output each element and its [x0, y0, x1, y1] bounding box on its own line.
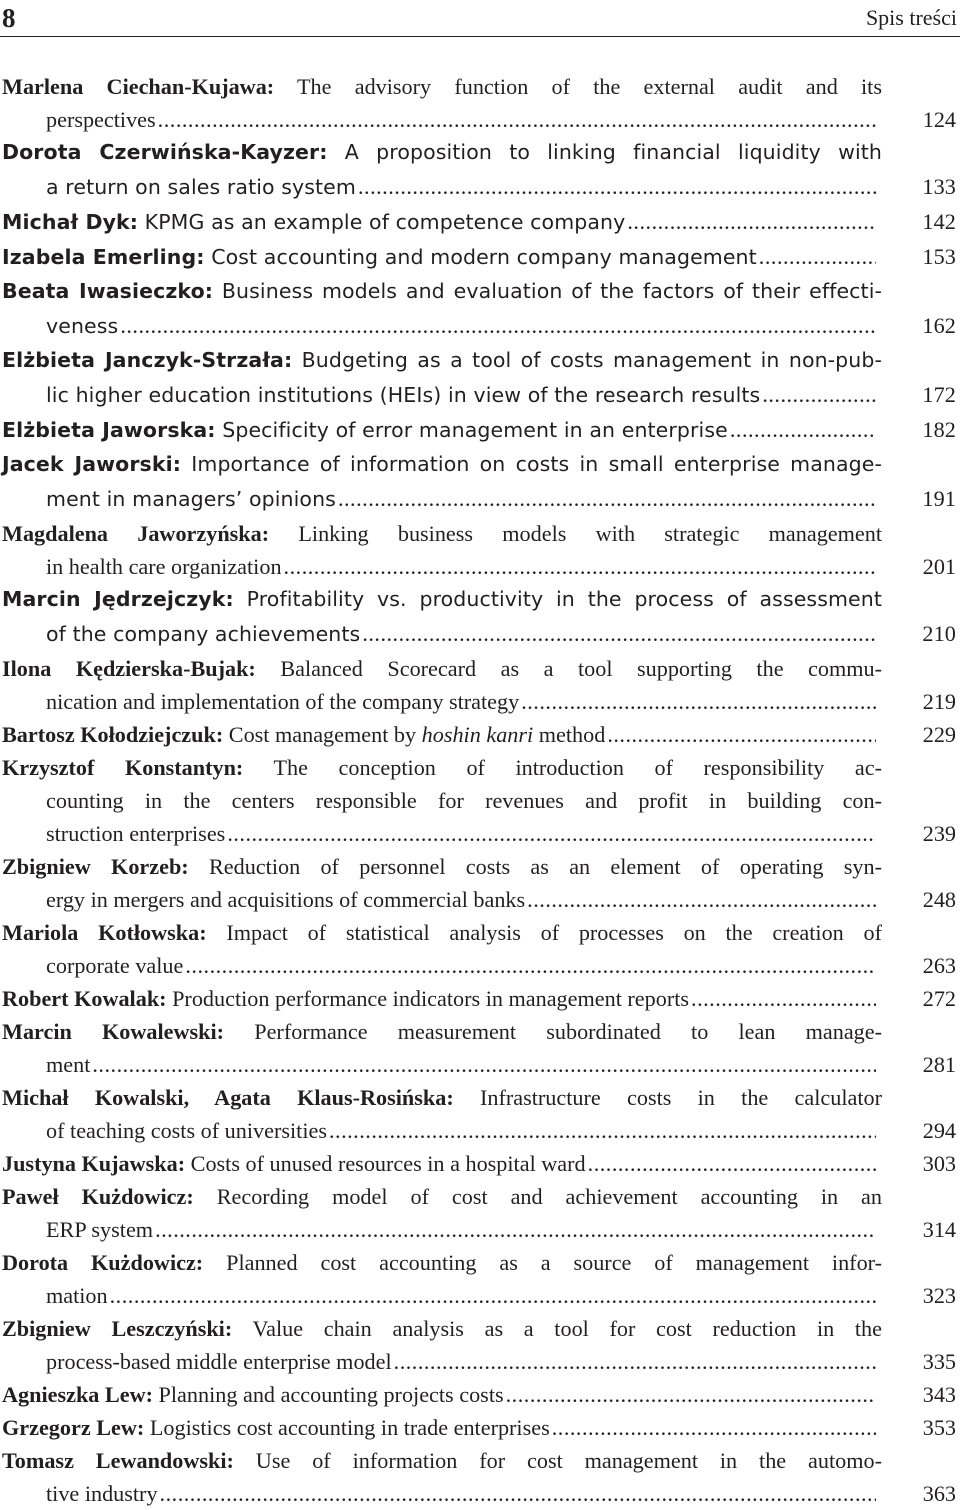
entry-last-line	[2, 205, 956, 240]
entry-title: Budgeting as a tool of costs management in non-pub-	[292, 348, 882, 372]
entry-title-end: Cost accounting and modern company management	[204, 245, 757, 269]
entry-page-number: 248	[922, 887, 956, 912]
entry-author: Marcin Kowalewski:	[2, 1019, 225, 1044]
entry-last-line	[2, 982, 956, 1015]
dot-leader	[627, 205, 876, 238]
entry-page-number: 303	[922, 1151, 956, 1176]
toc-entry	[2, 1081, 958, 1147]
entry-author: Jacek Jaworski:	[2, 452, 182, 476]
entry-title: Recording model of cost and achievement accounting in an	[193, 1184, 882, 1209]
dot-leader	[92, 1048, 876, 1081]
entry-author: Grzegorz Lew:	[2, 1415, 145, 1440]
entry-title: Cost management by	[223, 722, 422, 747]
dot-leader	[155, 1213, 876, 1246]
dot-leader	[607, 718, 876, 751]
toc-entry	[2, 1411, 958, 1444]
entry-title-end: corporate value	[46, 953, 184, 978]
dot-leader	[759, 240, 876, 273]
entry-title-end: struction enterprises	[46, 821, 226, 846]
running-head: Spis treści	[865, 5, 957, 30]
toc-entry	[2, 982, 958, 1015]
entry-author: Zbigniew Korzeb:	[2, 854, 189, 879]
entry-last-line	[2, 413, 956, 448]
dot-leader	[227, 817, 876, 850]
entry-page-number: 210	[922, 621, 956, 646]
entry-last-line	[2, 550, 956, 583]
entry-author: Dorota Czerwińska-Kayzer:	[2, 140, 328, 164]
entry-title: Reduction of personnel costs as an element of operating syn-	[188, 854, 882, 879]
entry-title: Business models and evaluation of the factors of their effecti-	[213, 279, 882, 303]
entry-title: Profitability vs. productivity in the process of assessment	[233, 587, 883, 611]
entry-title-lines	[2, 583, 882, 617]
entry-author: Krzysztof Konstantyn:	[2, 755, 244, 780]
entry-page-number: 323	[922, 1283, 956, 1308]
toc-entry	[2, 652, 958, 718]
entry-title-emphasis: hoshin kanri	[421, 722, 534, 747]
dot-leader	[394, 1345, 876, 1378]
entry-title-end: veness	[46, 314, 119, 338]
entry-page-number: 272	[922, 986, 956, 1011]
toc-entry	[2, 583, 958, 652]
entry-last-line	[2, 482, 956, 517]
entry-author: Tomasz Lewandowski:	[2, 1448, 234, 1473]
entry-author: Marcin Jędrzejczyk:	[2, 587, 234, 611]
entry-author: Elżbieta Janczyk-Strzała:	[2, 348, 293, 372]
entry-author: Ilona Kędzierska-Bujak:	[2, 656, 256, 681]
entry-title-end: perspectives	[46, 107, 156, 132]
entry-title-end: lic higher education institutions (HEIs) in view of the research results	[46, 383, 761, 407]
entry-title-lines	[2, 652, 882, 685]
entry-last-line	[2, 685, 956, 718]
dot-leader	[358, 170, 876, 203]
dot-leader	[338, 482, 876, 515]
entry-title-end: nication and implementation of the company strategy	[46, 689, 520, 714]
entry-title-end: ment	[46, 1052, 91, 1077]
entry-last-line	[2, 1147, 956, 1180]
entry-page-number: 263	[922, 953, 956, 978]
toc-entry	[2, 1246, 958, 1312]
entry-author: Robert Kowalak:	[2, 986, 167, 1011]
entry-title-lines	[2, 850, 882, 883]
entry-title: Balanced Scorecard as a tool supporting the commu-	[255, 656, 882, 681]
entry-title-lines	[2, 1444, 882, 1477]
toc-entry	[2, 751, 958, 850]
entry-page-number: 153	[922, 244, 956, 269]
entry-last-line	[2, 1213, 956, 1246]
table-of-contents	[2, 70, 958, 1510]
entry-title-continued: counting in the centers responsible for revenues and profit in building con-	[46, 788, 882, 813]
dot-leader	[527, 883, 876, 916]
entry-last-line	[2, 718, 956, 751]
dot-leader	[588, 1147, 876, 1180]
page-number: 8	[2, 3, 16, 33]
entry-title-end: process-based middle enterprise model	[46, 1349, 392, 1374]
entry-page-number: 314	[922, 1217, 956, 1242]
entry-title-end: a return on sales ratio system	[46, 175, 356, 199]
entry-page-number: 124	[922, 107, 956, 132]
entry-title-end: ment in managers’ opinions	[46, 487, 336, 511]
entry-last-line	[2, 1477, 956, 1510]
entry-title-lines	[2, 136, 882, 170]
entry-author: Justyna Kujawska:	[2, 1151, 186, 1176]
entry-title: Importance of information on costs in small enterprise manage-	[181, 452, 882, 476]
toc-entry	[2, 413, 958, 448]
entry-title-lines	[2, 344, 882, 378]
entry-author: Elżbieta Jaworska:	[2, 418, 216, 442]
page-header	[0, 0, 960, 37]
entry-page-number: 172	[922, 382, 956, 407]
toc-entry	[2, 1378, 958, 1411]
dot-leader	[506, 1378, 876, 1411]
toc-entry	[2, 718, 958, 751]
entry-page-number: 281	[922, 1052, 956, 1077]
entry-author: Magdalena Jaworzyńska:	[2, 521, 270, 546]
toc-entry	[2, 136, 958, 205]
entry-page-number: 229	[922, 722, 956, 747]
entry-last-line	[2, 1114, 956, 1147]
entry-author: Michał Kowalski, Agata Klaus-Rosińska:	[2, 1085, 454, 1110]
entry-author: Agnieszka Lew:	[2, 1382, 153, 1407]
entry-last-line	[2, 1378, 956, 1411]
entry-title-lines	[2, 517, 882, 550]
entry-title: A proposition to linking financial liquidity with	[327, 140, 882, 164]
toc-entry	[2, 850, 958, 916]
toc-entry	[2, 1015, 958, 1081]
entry-title-end: tive industry	[46, 1481, 158, 1506]
entry-last-line	[2, 103, 956, 136]
entry-last-line	[2, 949, 956, 982]
entry-title: Infrastructure costs in the calculator	[453, 1085, 882, 1110]
toc-entry	[2, 240, 958, 275]
entry-title-end: KPMG as an example of competence company	[138, 210, 626, 234]
entry-page-number: 343	[922, 1382, 956, 1407]
entry-last-line	[2, 1048, 956, 1081]
entry-page-number: 219	[922, 689, 956, 714]
entry-title: Planned cost accounting as a source of management infor-	[203, 1250, 882, 1275]
entry-title: Value chain analysis as a tool for cost reduction in the	[232, 1316, 882, 1341]
toc-entry	[2, 70, 958, 136]
dot-leader	[185, 949, 876, 982]
entry-page-number: 294	[922, 1118, 956, 1143]
toc-entry	[2, 1180, 958, 1246]
dot-leader	[730, 413, 876, 446]
dot-leader	[691, 982, 876, 1015]
entry-last-line	[2, 309, 956, 344]
entry-author: Bartosz Kołodziejczuk:	[2, 722, 224, 747]
toc-entry	[2, 1147, 958, 1180]
entry-page-number: 162	[922, 313, 956, 338]
entry-title-lines	[2, 1312, 882, 1345]
entry-page-number: 191	[922, 486, 956, 511]
entry-last-line	[2, 240, 956, 275]
entry-title-end: of the company achievements	[46, 622, 361, 646]
entry-title: Use of information for cost management in the automo-	[233, 1448, 882, 1473]
entry-title: Performance measurement subordinated to lean manage-	[224, 1019, 882, 1044]
entry-title-end: ERP system	[46, 1217, 154, 1242]
entry-title-end: of teaching costs of universities	[46, 1118, 327, 1143]
entry-title-end: Costs of unused resources in a hospital ward	[185, 1151, 586, 1176]
entry-author: Dorota Kużdowicz:	[2, 1250, 204, 1275]
entry-page-number: 142	[922, 209, 956, 234]
dot-leader	[158, 103, 876, 136]
dot-leader	[110, 1279, 876, 1312]
toc-entry	[2, 517, 958, 583]
entry-last-line	[2, 170, 956, 205]
entry-author: Michał Dyk:	[2, 210, 139, 234]
entry-title-lines	[2, 275, 882, 309]
entry-page-number: 239	[922, 821, 956, 846]
entry-author: Paweł Kużdowicz:	[2, 1184, 194, 1209]
entry-title-lines	[2, 751, 882, 817]
dot-leader	[284, 550, 876, 583]
entry-last-line	[2, 1411, 956, 1444]
entry-last-line	[2, 1345, 956, 1378]
entry-page-number: 182	[922, 417, 956, 442]
entry-title-end: mation	[46, 1283, 108, 1308]
entry-author: Mariola Kotłowska:	[2, 920, 207, 945]
entry-title-lines	[2, 70, 882, 103]
toc-entry	[2, 275, 958, 344]
entry-last-line	[2, 617, 956, 652]
entry-title-lines	[2, 1180, 882, 1213]
entry-title: Linking business models with strategic management	[269, 521, 883, 546]
entry-title-lines	[2, 1015, 882, 1048]
toc-entry	[2, 205, 958, 240]
entry-page-number: 353	[922, 1415, 956, 1440]
entry-last-line	[2, 378, 956, 413]
toc-entry	[2, 448, 958, 517]
entry-title-end: in health care organization	[46, 554, 282, 579]
entry-last-line	[2, 883, 956, 916]
entry-title-end: Production performance indicators in management reports	[166, 986, 690, 1011]
entry-author: Marlena Ciechan-Kujawa:	[2, 74, 275, 99]
entry-author: Izabela Emerling:	[2, 245, 205, 269]
entry-page-number: 133	[922, 174, 956, 199]
entry-last-line	[2, 817, 956, 850]
entry-title-end: Specificity of error management in an enterprise	[215, 418, 728, 442]
dot-leader	[552, 1411, 876, 1444]
dot-leader	[362, 617, 876, 650]
entry-author: Zbigniew Leszczyński:	[2, 1316, 233, 1341]
toc-entry	[2, 1444, 958, 1510]
entry-title-lines	[2, 448, 882, 482]
entry-title-end: Logistics cost accounting in trade enterprises	[144, 1415, 550, 1440]
dot-leader	[160, 1477, 876, 1510]
dot-leader	[521, 685, 876, 718]
entry-page-number: 335	[922, 1349, 956, 1374]
dot-leader	[120, 309, 876, 342]
entry-title-end: Planning and accounting projects costs	[153, 1382, 504, 1407]
dot-leader	[762, 378, 876, 411]
entry-title: Impact of statistical analysis of processes on the creation of	[206, 920, 882, 945]
toc-entry	[2, 1312, 958, 1378]
entry-title: The conception of introduction of responsibility ac-	[243, 755, 882, 780]
toc-entry	[2, 344, 958, 413]
entry-title: The advisory function of the external audit and its	[274, 74, 882, 99]
entry-title-lines	[2, 1246, 882, 1279]
entry-title-lines	[2, 1081, 882, 1114]
toc-entry	[2, 916, 958, 982]
entry-page-number: 201	[922, 554, 956, 579]
dot-leader	[329, 1114, 876, 1147]
entry-last-line	[2, 1279, 956, 1312]
entry-title-lines	[2, 916, 882, 949]
entry-title-end: ergy in mergers and acquisitions of commercial banks	[46, 887, 526, 912]
entry-author: Beata Iwasieczko:	[2, 279, 214, 303]
entry-title-end: method	[533, 722, 606, 747]
entry-page-number: 363	[922, 1481, 956, 1506]
